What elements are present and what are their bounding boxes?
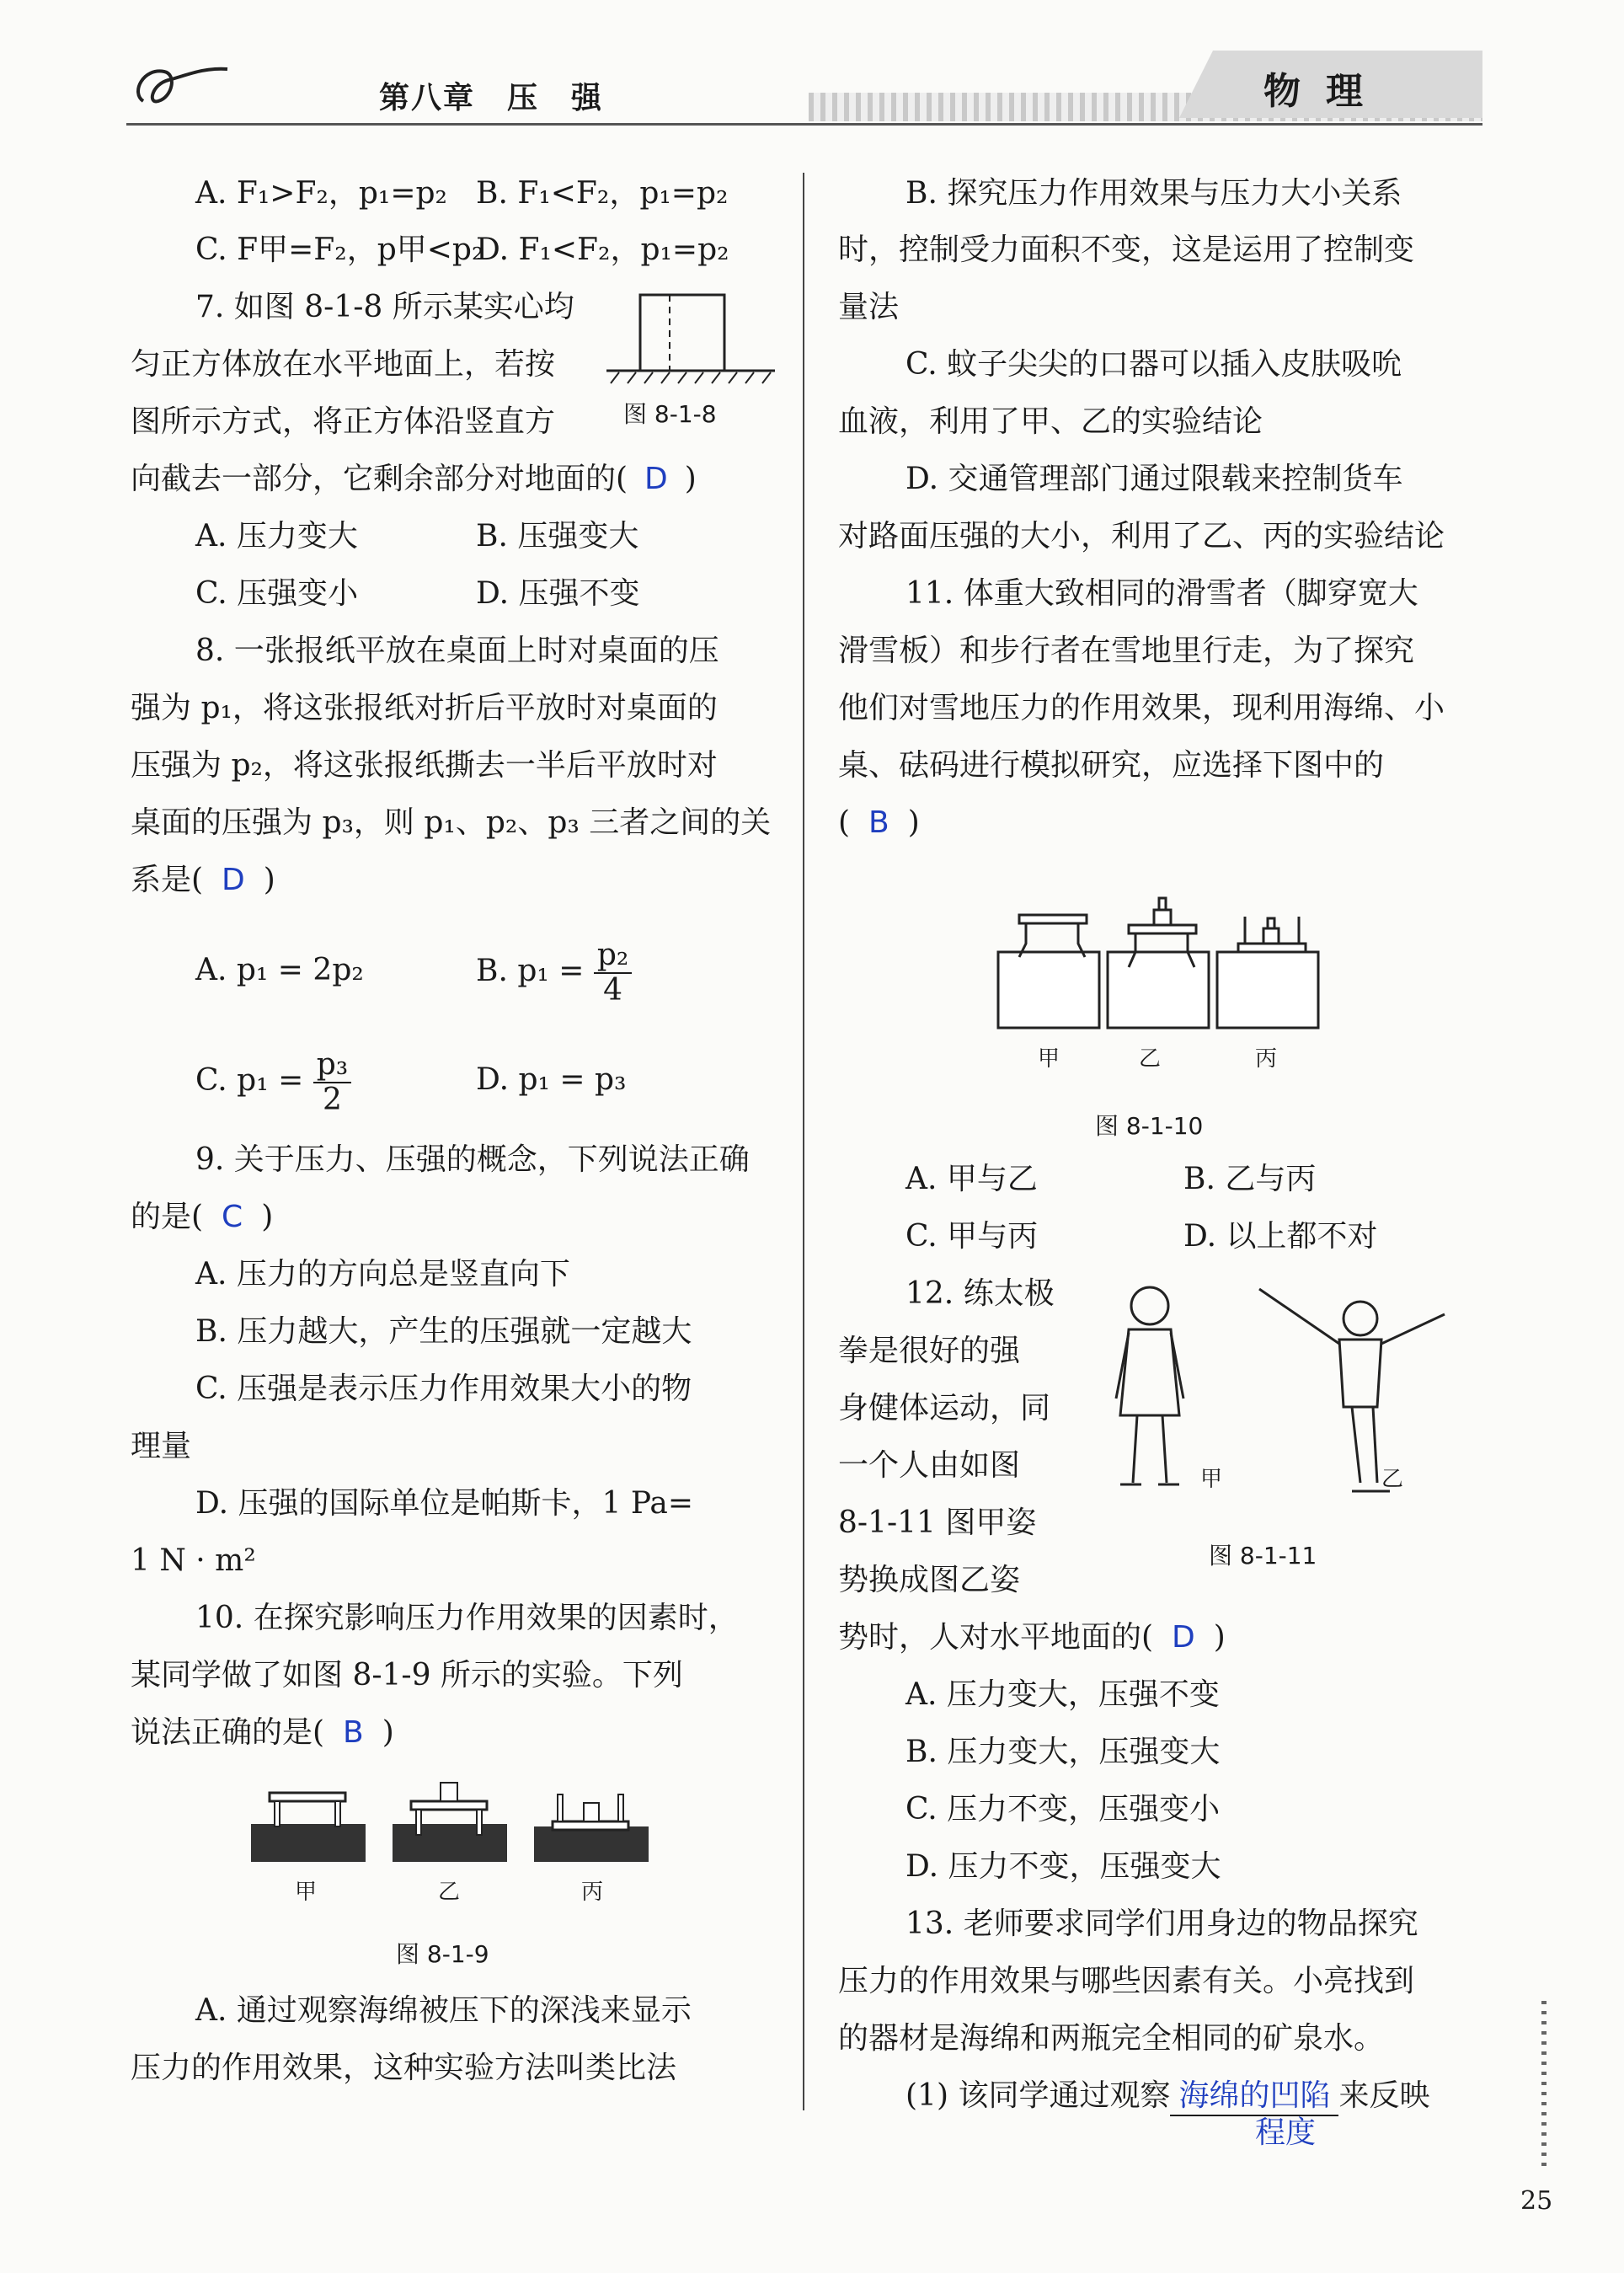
q8-option-c: C. p₁ = $\frac{\text{p₃}}{2}$ xyxy=(195,1040,351,1121)
q11-line-5: ( B ) xyxy=(838,805,920,840)
figure-8-1-9 xyxy=(244,1769,665,1879)
figure-8-1-10-caption: 图 8-1-10 xyxy=(1095,1112,1204,1140)
q13-line-2: 压力的作用效果与哪些因素有关。小亮找到 xyxy=(838,1964,1415,1998)
q8-line-1: 8. 一张报纸平放在桌面上时对桌面的压 xyxy=(195,634,719,668)
q6-option-b: B. F₁<F₂，p₁=p₂ xyxy=(476,176,729,211)
q9-line-2: 的是( C ) xyxy=(131,1200,274,1234)
q7-option-a: A. 压力变大 xyxy=(195,519,358,554)
q11-answer: B xyxy=(868,805,889,840)
q10-option-c-line-1: C. 蚊子尖尖的口器可以插入皮肤吸吮 xyxy=(905,347,1402,382)
page-edge-dots xyxy=(1541,2001,1547,2169)
q9-option-c-line-1: C. 压强是表示压力作用效果大小的物 xyxy=(195,1372,692,1406)
q7-option-c: C. 压强变小 xyxy=(195,576,359,611)
q7-option-d: D. 压强不变 xyxy=(476,576,640,611)
q8-option-b: B. p₁ = $\frac{\text{p₂}}{4}$ xyxy=(476,931,632,1012)
q7-line-1: 7. 如图 8-1-8 所示某实心均 xyxy=(195,290,574,324)
q12-line-4: 一个人由如图 xyxy=(838,1448,1021,1483)
q12-line-1: 12. 练太极 xyxy=(905,1276,1055,1311)
q6-option-d: D. F₁<F₂，p₁=p₂ xyxy=(476,233,729,267)
figure-8-1-11-label-yi: 乙 xyxy=(1381,1467,1404,1492)
q7-line-3: 图所示方式，将正方体沿竖直方 xyxy=(131,404,556,439)
q10-option-d-line-1: D. 交通管理部门通过限载来控制货车 xyxy=(905,462,1403,496)
q10-answer: B xyxy=(343,1715,364,1750)
figure-8-1-9-label-bing: 丙 xyxy=(581,1880,604,1905)
q6-option-c: C. F甲=F₂，p甲<p₂ xyxy=(195,233,484,267)
q11-line-4: 桌、砝码进行模拟研究，应选择下图中的 xyxy=(838,748,1385,783)
q10-line-2: 某同学做了如图 8-1-9 所示的实验。下列 xyxy=(131,1658,683,1693)
q10-option-b-line-3: 量法 xyxy=(838,290,900,324)
q9-option-a: A. 压力的方向总是竖直向下 xyxy=(195,1257,570,1292)
q9-answer: C xyxy=(222,1200,243,1234)
figure-8-1-8 xyxy=(606,286,775,388)
figure-8-1-10-label-yi: 乙 xyxy=(1139,1046,1162,1072)
q7-line-2: 匀正方体放在水平地面上，若按 xyxy=(131,347,556,382)
q9-option-c-line-2: 理量 xyxy=(131,1429,192,1463)
q13-line-3: 的器材是海绵和两瓶完全相同的矿泉水。 xyxy=(838,2021,1385,2056)
q12-option-d: D. 压力不变，压强变大 xyxy=(905,1849,1221,1884)
q8-line-4: 桌面的压强为 p₃，则 p₁、p₂、p₃ 三者之间的关 xyxy=(131,805,772,840)
column-divider xyxy=(803,173,804,2110)
q12-line-7: 势时，人对水平地面的( D ) xyxy=(838,1620,1226,1655)
figure-8-1-11-caption: 图 8-1-11 xyxy=(1209,1542,1317,1570)
q6-option-a: A. F₁>F₂，p₁=p₂ xyxy=(195,176,447,211)
q13-line-4: (1) 该同学通过观察 海绵的凹陷 来反映 xyxy=(905,2078,1429,2116)
subject-label: 物理 xyxy=(1263,70,1388,113)
q10-option-b-line-2: 时，控制受力面积不变，这是运用了控制变 xyxy=(838,233,1415,267)
q9-option-d-line-1: D. 压强的国际单位是帕斯卡，1 Pa= xyxy=(195,1486,694,1521)
q12-option-b: B. 压力变大，压强变大 xyxy=(905,1735,1221,1769)
figure-8-1-9-label-jia: 甲 xyxy=(295,1880,318,1905)
q11-option-c: C. 甲与丙 xyxy=(905,1219,1039,1254)
q8-option-c-fraction: $\frac{\text{p₃}}{2}$ xyxy=(313,1048,351,1117)
q12-line-2: 拳是很好的强 xyxy=(838,1334,1021,1368)
q12-option-c: C. 压力不变，压强变小 xyxy=(905,1792,1221,1826)
q10-option-a-line-1: A. 通过观察海绵被压下的深浅来显示 xyxy=(195,1993,692,2028)
figure-8-1-10-label-bing: 丙 xyxy=(1255,1046,1278,1072)
q9-option-d-line-2: 1 N · m² xyxy=(131,1543,256,1578)
q11-line-2: 滑雪板）和步行者在雪地里行走，为了探究 xyxy=(838,634,1415,668)
page-number: 25 xyxy=(1520,2186,1553,2216)
q13-answer-blank: 海绵的凹陷 xyxy=(1170,2078,1338,2116)
q7-option-b: B. 压强变大 xyxy=(476,519,639,554)
q10-option-d-line-2: 对路面压强的大小，利用了乙、丙的实验结论 xyxy=(838,519,1445,554)
q10-option-b-line-1: B. 探究压力作用效果与压力大小关系 xyxy=(905,176,1402,211)
q11-line-1: 11. 体重大致相同的滑雪者（脚穿宽大 xyxy=(905,576,1418,611)
header-rule xyxy=(126,123,1482,126)
q7-line-4: 向截去一部分，它剩余部分对地面的( D ) xyxy=(131,462,697,496)
figure-8-1-8-caption: 图 8-1-8 xyxy=(623,400,717,428)
q8-option-b-fraction: $\frac{\text{p₂}}{4}$ xyxy=(594,939,632,1008)
q11-option-d: D. 以上都不对 xyxy=(1183,1219,1378,1254)
figure-8-1-11 xyxy=(1082,1281,1487,1500)
q11-line-3: 他们对雪地压力的作用效果，现利用海绵、小 xyxy=(838,691,1445,725)
q8-answer: D xyxy=(222,863,245,897)
q8-line-5: 系是( D ) xyxy=(131,863,275,897)
q11-option-a: A. 甲与乙 xyxy=(905,1162,1038,1196)
q10-line-1: 10. 在探究影响压力作用效果的因素时， xyxy=(195,1601,739,1635)
q8-option-d: D. p₁ = p₃ xyxy=(476,1062,627,1097)
q7-answer: D xyxy=(644,462,668,496)
chapter-title: 第八章 压 强 xyxy=(379,81,604,115)
q13-answer-line-2: 程度 xyxy=(1255,2115,1317,2150)
q9-option-b: B. 压力越大，产生的压强就一定越大 xyxy=(195,1314,692,1349)
q10-option-c-line-2: 血液，利用了甲、乙的实验结论 xyxy=(838,404,1263,439)
figure-8-1-10-label-jia: 甲 xyxy=(1038,1046,1060,1072)
q8-option-a: A. p₁ = 2p₂ xyxy=(195,953,364,987)
figure-8-1-10 xyxy=(994,885,1322,1036)
q10-line-3: 说法正确的是( B ) xyxy=(131,1715,394,1750)
logo-swirl-icon xyxy=(126,51,236,118)
figure-8-1-9-label-yi: 乙 xyxy=(438,1880,461,1905)
q10-option-a-line-2: 压力的作用效果，这种实验方法叫类比法 xyxy=(131,2051,677,2085)
q12-option-a: A. 压力变大，压强不变 xyxy=(905,1677,1220,1712)
figure-8-1-9-caption: 图 8-1-9 xyxy=(396,1940,489,1968)
q12-line-5: 8-1-11 图甲姿 xyxy=(838,1506,1037,1540)
q12-line-6: 势换成图乙姿 xyxy=(838,1563,1021,1597)
q8-line-3: 压强为 p₂，将这张报纸撕去一半后平放时对 xyxy=(131,748,718,783)
figure-8-1-11-label-jia: 甲 xyxy=(1200,1467,1223,1492)
q11-option-b: B. 乙与丙 xyxy=(1183,1162,1317,1196)
q9-line-1: 9. 关于压力、压强的概念，下列说法正确 xyxy=(195,1142,750,1177)
q8-line-2: 强为 p₁，将这张报纸对折后平放时对桌面的 xyxy=(131,691,718,725)
q13-line-1: 13. 老师要求同学们用身边的物品探究 xyxy=(905,1907,1418,1941)
q12-answer: D xyxy=(1172,1620,1195,1655)
q12-line-3: 身健体运动，同 xyxy=(838,1391,1051,1425)
